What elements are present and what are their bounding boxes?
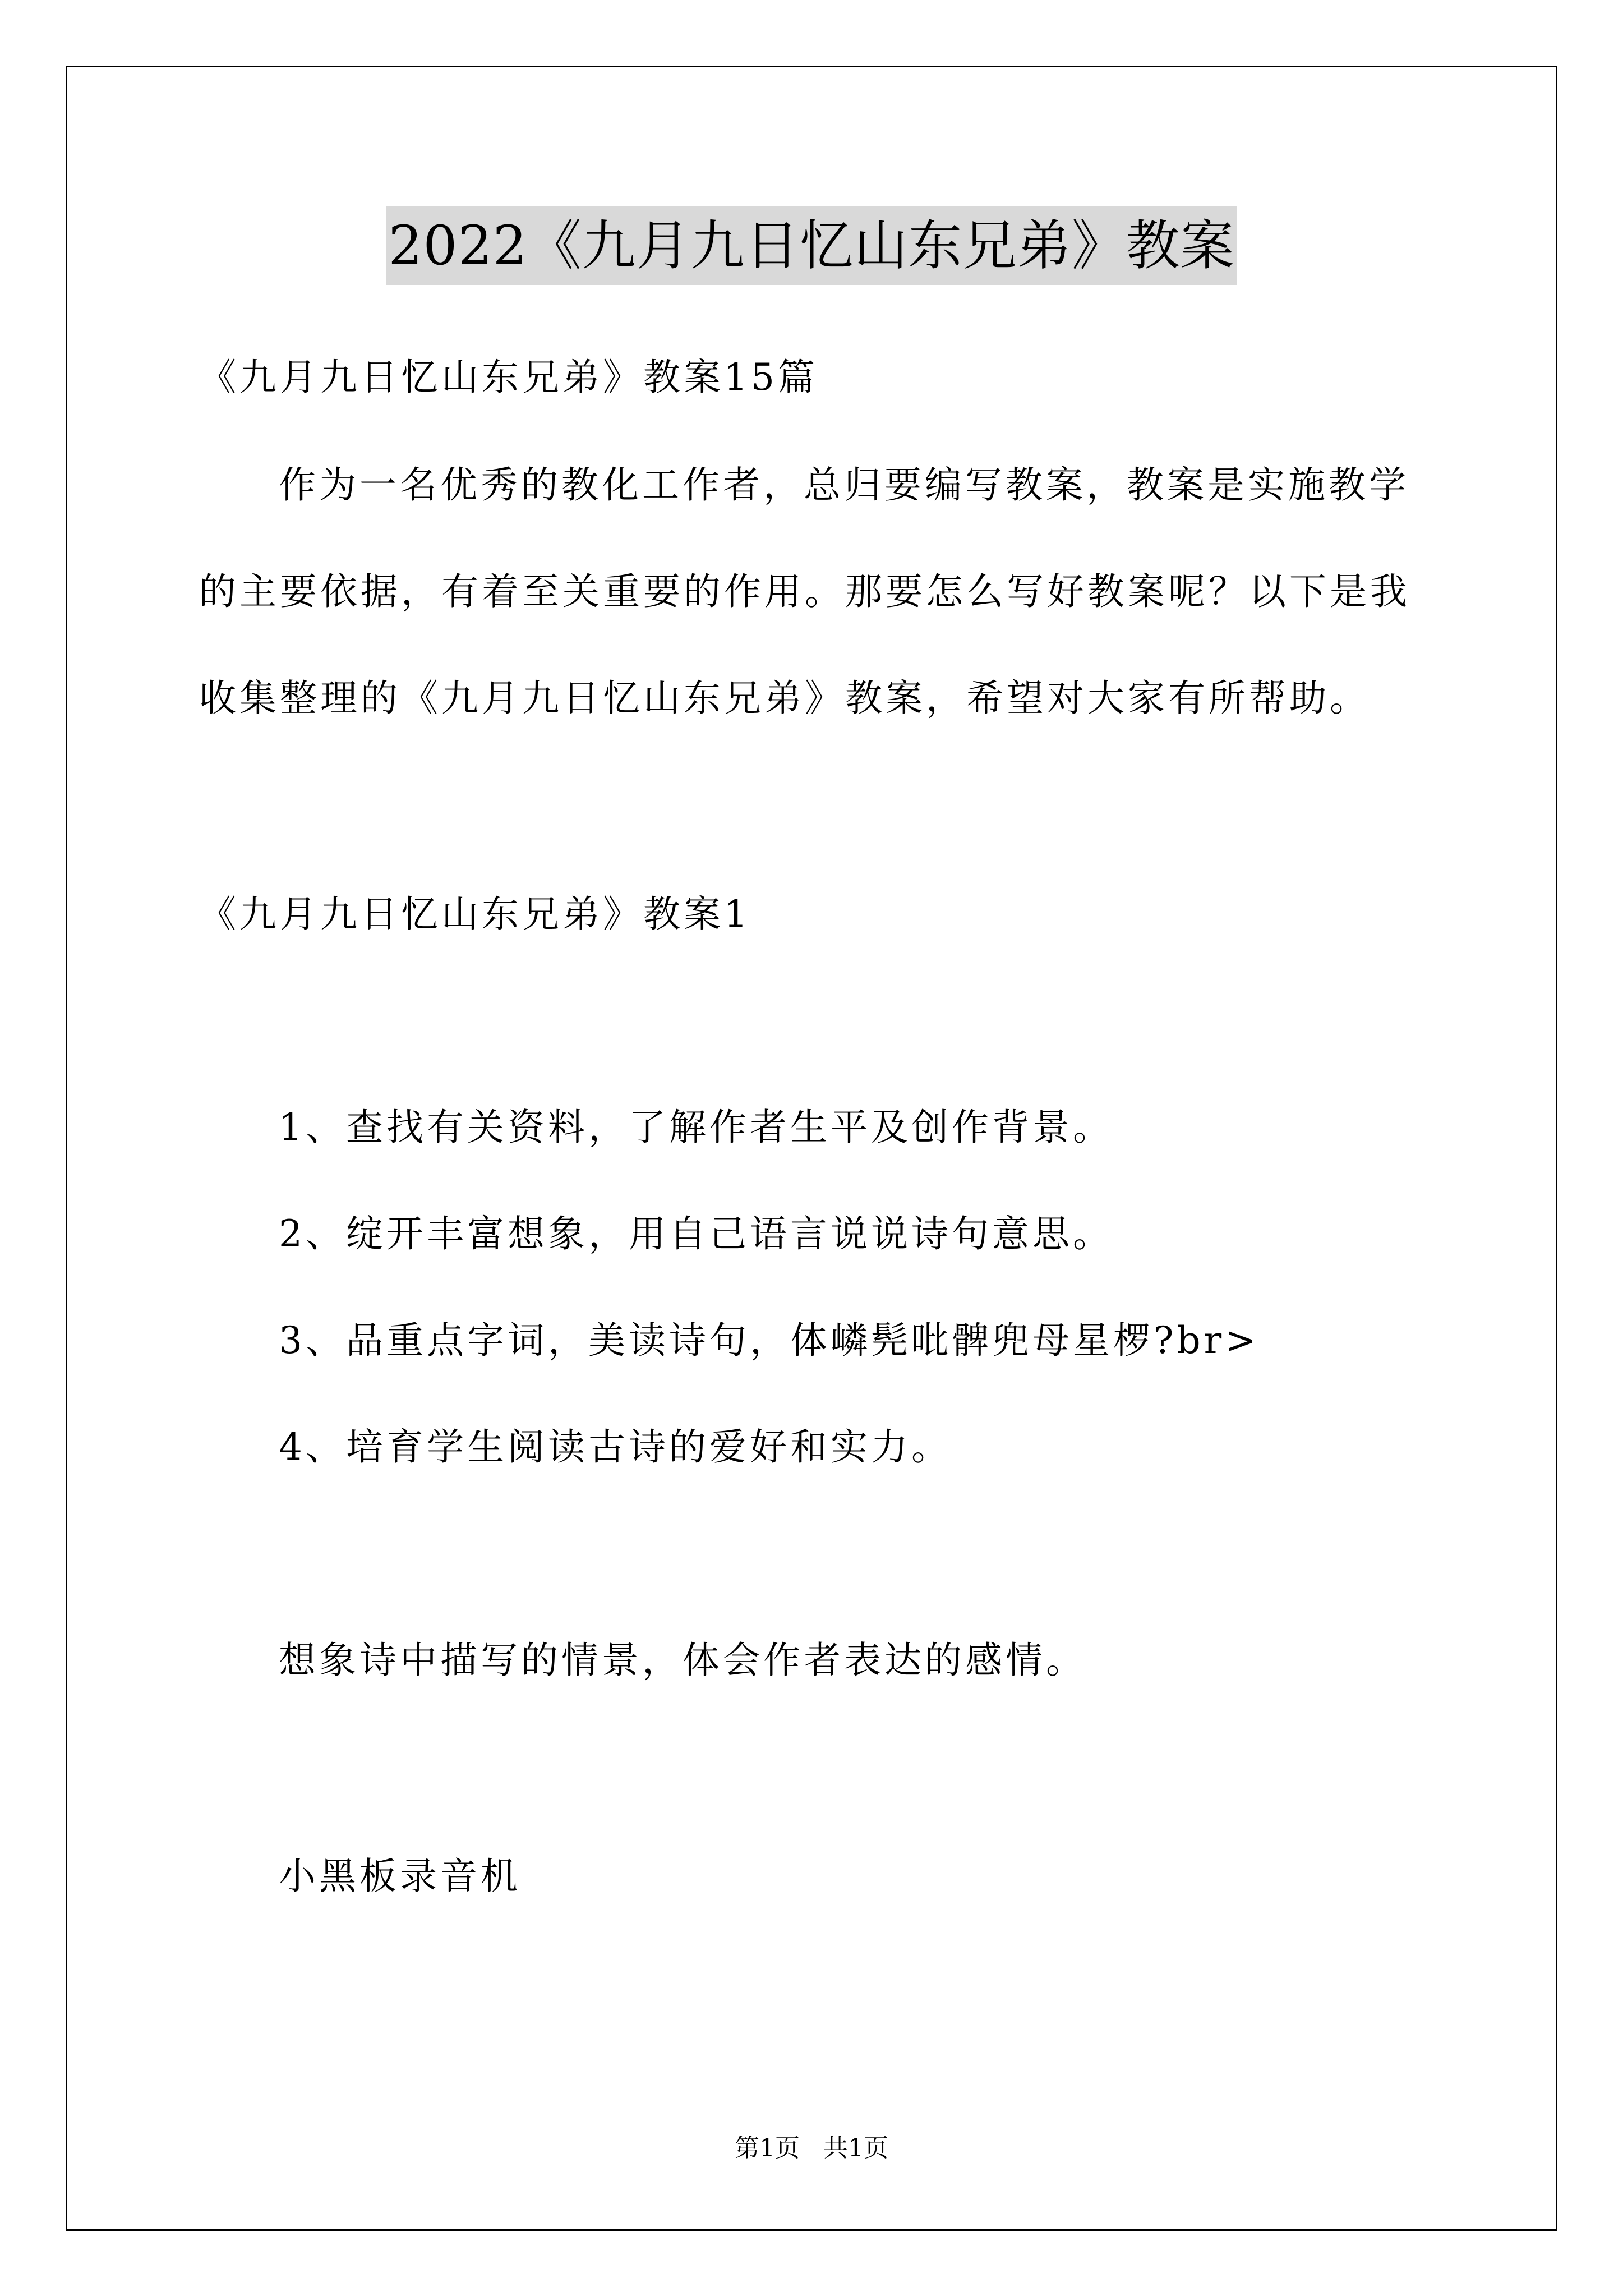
intro-line-3: 收集整理的《九月九日忆山东兄弟》教案，希望对大家有所帮助。 bbox=[199, 677, 1370, 720]
goal-item-1: 1、查找有关资料，了解作者生平及创作背景。 bbox=[279, 1106, 1113, 1149]
document-title: 2022《九月九日忆山东兄弟》教案 bbox=[386, 206, 1237, 285]
page-footer: 第1页 共1页 bbox=[735, 2134, 888, 2162]
title-container bbox=[0, 206, 1623, 285]
goal-item-3: 3、品重点字词，美读诗句，体嶙髡吡髀兜母星椤?br> bbox=[279, 1319, 1260, 1362]
intro-line-1: 作为一名优秀的教化工作者，总归要编写教案，教案是实施教学 bbox=[279, 463, 1409, 507]
materials-paragraph: 小黑板录音机 bbox=[279, 1855, 521, 1898]
goal-item-2: 2、绽开丰富想象，用自己语言说说诗句意思。 bbox=[279, 1212, 1113, 1255]
focus-paragraph: 想象诗中描写的情景，体会作者表达的感情。 bbox=[279, 1639, 1086, 1682]
section-heading: 《九月九日忆山东兄弟》教案1 bbox=[199, 892, 751, 936]
goal-item-4: 4、培育学生阅读古诗的爱好和实力。 bbox=[279, 1425, 952, 1469]
intro-line-2: 的主要依据，有着至关重要的作用。那要怎么写好教案呢？以下是我 bbox=[199, 570, 1410, 613]
document-subtitle: 《九月九日忆山东兄弟》教案15篇 bbox=[199, 356, 818, 399]
